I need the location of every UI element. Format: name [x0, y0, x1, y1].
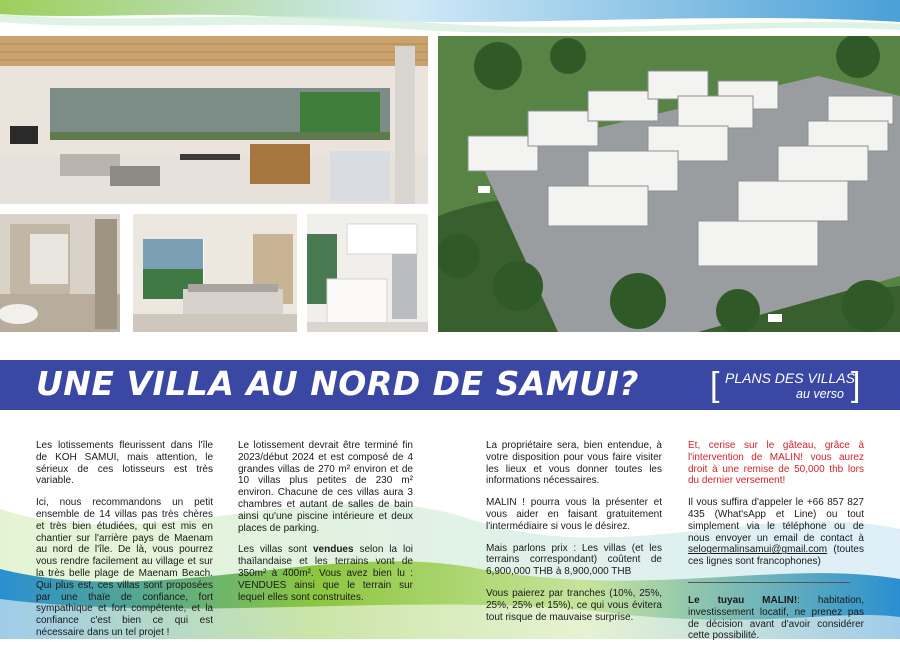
plans-sublabel: au verso: [796, 387, 844, 401]
malin-paragraph: MALIN ! pourra vous la présenter et vous aider en faisant gratuitement l'intermédiaire si vous le désirez.: [486, 497, 662, 532]
column-2: [238, 440, 413, 613]
discount-paragraph: Et, cerise sur le gâteau, grâce à l'intervention de MALIN! vous aurez droit à une remise de 50,000 thb lors du dernier versement!: [688, 440, 864, 487]
recommendation-paragraph: Ici, nous recommandons un petit ensemble de 14 villas pas très chères et très bien étudiées, qui est mis en chantier sur l'arrière pays de Maenam au nord de l'île. De là, vous pourrez vous rendre facilement au village et sur la très belle plage de Maenam Beach. Qui plus est, ces villas sont proposées par une thaïe de confiance, fort sympathique et fort compétente, et la confiance c'est bien ce qui est nécessaire dans un tel projet !: [36, 497, 213, 638]
page-title: UNE VILLA AU NORD DE SAMUI?: [36, 364, 639, 403]
bathroom-photo: [0, 214, 120, 332]
right-bracket-icon: ]: [851, 366, 861, 404]
payment-paragraph: Vous paierez par tranches (10%, 25%, 25%, 25% et 15%), ce qui vous évitera tout risque de mauvaise surprise.: [486, 587, 662, 623]
bedroom-photo: [133, 214, 297, 332]
column-3: [486, 440, 662, 633]
tip-paragraph: Le tuyau MALIN!: habitation, investissement locatif, ne prenez pas de décision avant d'avoir considérer cette possibilité.: [688, 594, 864, 642]
email-link[interactable]: selogermalinsamui@gmail.com: [688, 544, 828, 556]
intro-paragraph: Les lotissements fleurissent dans l'île de KOH SAMUI, mais attention, le sérieux de ces lotisseurs est très variable.: [36, 440, 213, 487]
aerial-villas-photo: [438, 36, 900, 332]
divider: [688, 582, 850, 583]
sale-paragraph: Les villas sont vendues selon la loi thaïlandaise et les terrains vont de 350m² à 400m². Vous avez bien lu : VENDUES ainsi que le terrain sur lequel elles sont construites.: [238, 544, 413, 603]
sold-emphasis: vendues: [312, 544, 354, 556]
project-details-paragraph: Le lotissement devrait être terminé fin 2023/début 2024 et est composé de 4 grandes villas de 270 m² environ et de 10 villas plus petites de 230 m² environ. Chacune de ces villas aura 3 chambres et autant de salles de bain ainsi qu'une piscine intérieure et deux places de parking.: [238, 440, 413, 534]
left-bracket-icon: [: [710, 366, 720, 404]
plans-label: PLANS DES VILLAS: [725, 370, 855, 386]
top-wave-decoration: [0, 0, 900, 40]
owner-paragraph: La propriétaire sera, bien entendue, à votre disposition pour vous faire visiter les lieux et vous donner toutes les informations nécessaires.: [486, 440, 662, 487]
contact-paragraph: Il vous suffira d'appeler le +66 857 827 435 (What'sApp et Line) ou tout simplement via le téléphone ou de nous envoyer un email de contact à selogermalinsamui@gmail.com (toutes ces lignes sont francophones): [688, 497, 864, 568]
column-1: [36, 440, 213, 649]
column-4: [688, 440, 864, 652]
kitchen-photo: [307, 214, 428, 332]
living-room-photo: [0, 36, 428, 204]
price-paragraph: Mais parlons prix : Les villas (et les terrains correspondant) coûtent de 6,900,000 THB à 8,900,000 THB: [486, 542, 662, 578]
